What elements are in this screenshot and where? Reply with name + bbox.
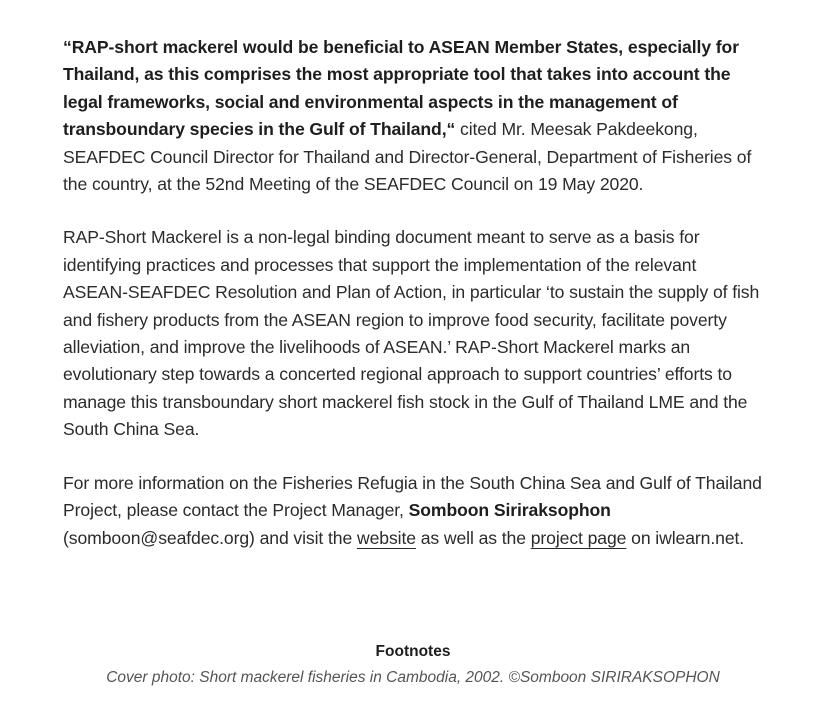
article-body <box>63 34 763 578</box>
paragraph-contact <box>63 470 763 552</box>
website-link[interactable]: website <box>356 527 416 548</box>
contact-email-text: (somboon@seafdec.org) and visit the <box>63 527 357 548</box>
footnotes-section <box>0 640 821 690</box>
quote-attribution: cited Mr. Meesak Pakdeekong, SEAFDEC Council Director for Thailand and Director-General, Department of Fisheries of the country, at the 52nd Meeting of the SEAFDEC Council on 19 May 2020. <box>63 119 752 195</box>
paragraph-quote <box>63 34 763 198</box>
contact-intro-text: For more information on the Fisheries Refugia in the South China Sea and Gulf of Thailand Project, please contact the Project Manager, <box>63 472 762 521</box>
contact-name: Somboon Siriraksophon <box>408 500 611 521</box>
cover-photo-caption: Cover photo: Short mackerel fisheries in Cambodia, 2002. ©Somboon SIRIRAKSOPHON <box>106 669 720 686</box>
contact-outro-text: on iwlearn.net. <box>626 527 745 548</box>
quote-text: “RAP-short mackerel would be beneficial to ASEAN Member States, especially for Thailand, as this comprises the most appropriate tool that takes into account the legal frameworks, social and environmental aspects in the management of transboundary species in the Gulf of Thailand,“ <box>63 37 739 140</box>
paragraph-rap-description: RAP-Short Mackerel is a non-legal binding document meant to serve as a basis for identifying practices and processes that support the implementation of the relevant ASEAN-SEAFDEC Resolution and Plan of Action, in particular ‘to sustain the supply of fish and fishery products from the ASEAN region to improve food security, facilitate poverty alleviation, and improve the livelihoods of ASEAN.’ RAP-Short Mackerel marks an evolutionary step towards a concerted regional approach to support countries’ efforts to manage this transboundary short mackerel fish stock in the Gulf of Thailand LME and the South China Sea. <box>63 227 760 440</box>
link-connector-text: as well as the <box>415 527 531 548</box>
footnotes-heading: Footnotes <box>375 643 451 660</box>
project-page-link[interactable]: project page <box>530 527 627 548</box>
